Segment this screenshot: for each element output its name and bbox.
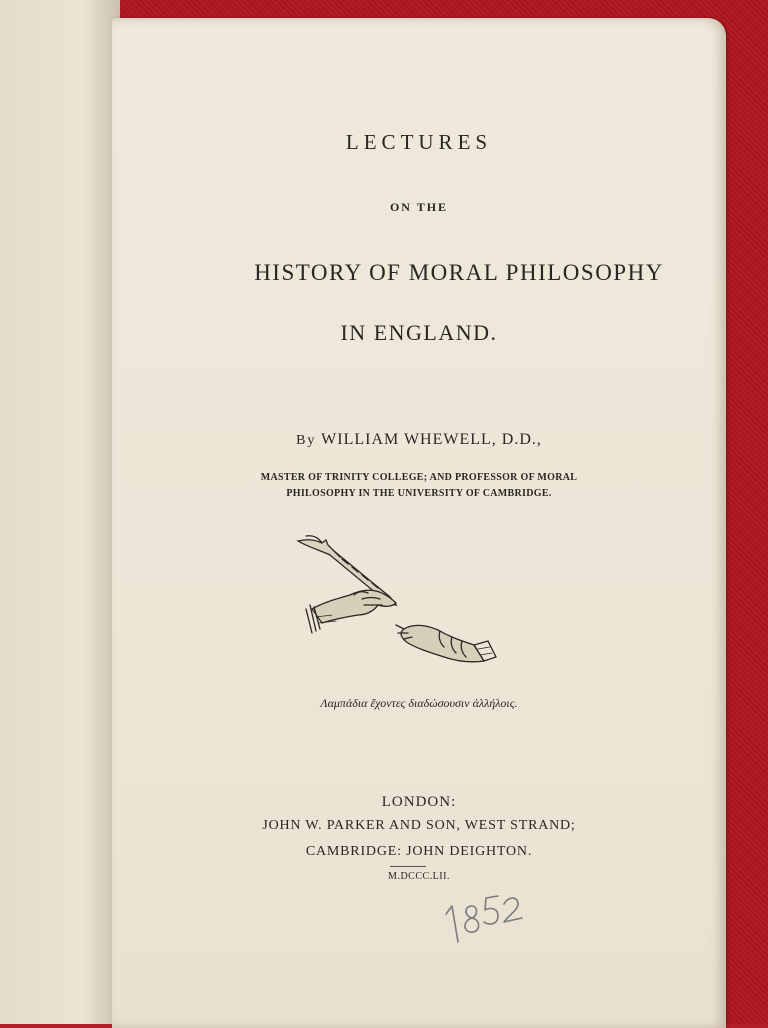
- facing-blank-page: [0, 0, 120, 1024]
- title-connector: ON THE: [389, 200, 449, 214]
- torch-passing-hands-icon: [292, 533, 512, 683]
- affiliation-line-2: PHILOSOPHY IN THE UNIVERSITY OF CAMBRIDGE.: [286, 488, 552, 499]
- title-place: IN ENGLAND.: [340, 320, 498, 345]
- imprint-rule: [390, 866, 426, 867]
- title-page: [112, 18, 726, 1028]
- author-line: [112, 431, 726, 449]
- title-main: LECTURES: [345, 130, 493, 154]
- author-prefix: By: [296, 433, 317, 448]
- publication-date: M.DCCC.LII.: [388, 871, 450, 882]
- affiliation-line-1: MASTER OF TRINITY COLLEGE; AND PROFESSOR OF MORAL: [260, 472, 578, 483]
- greek-motto: Λαμπάδια ἔχοντες διαδώσουσιν ἀλλήλοις.: [320, 696, 518, 710]
- imprint-city: LONDON:: [381, 794, 457, 810]
- author-affiliation: [112, 470, 726, 502]
- title-subject: HISTORY OF MORAL PHILOSOPHY: [254, 260, 664, 285]
- handwritten-pencil-year: [438, 880, 528, 950]
- imprint-cambridge-publisher: CAMBRIDGE: JOHN DEIGHTON.: [305, 844, 533, 859]
- imprint-london-publisher: JOHN W. PARKER AND SON, WEST STRAND;: [262, 818, 576, 833]
- author-name: WILLIAM WHEWELL, D.D.,: [321, 431, 542, 448]
